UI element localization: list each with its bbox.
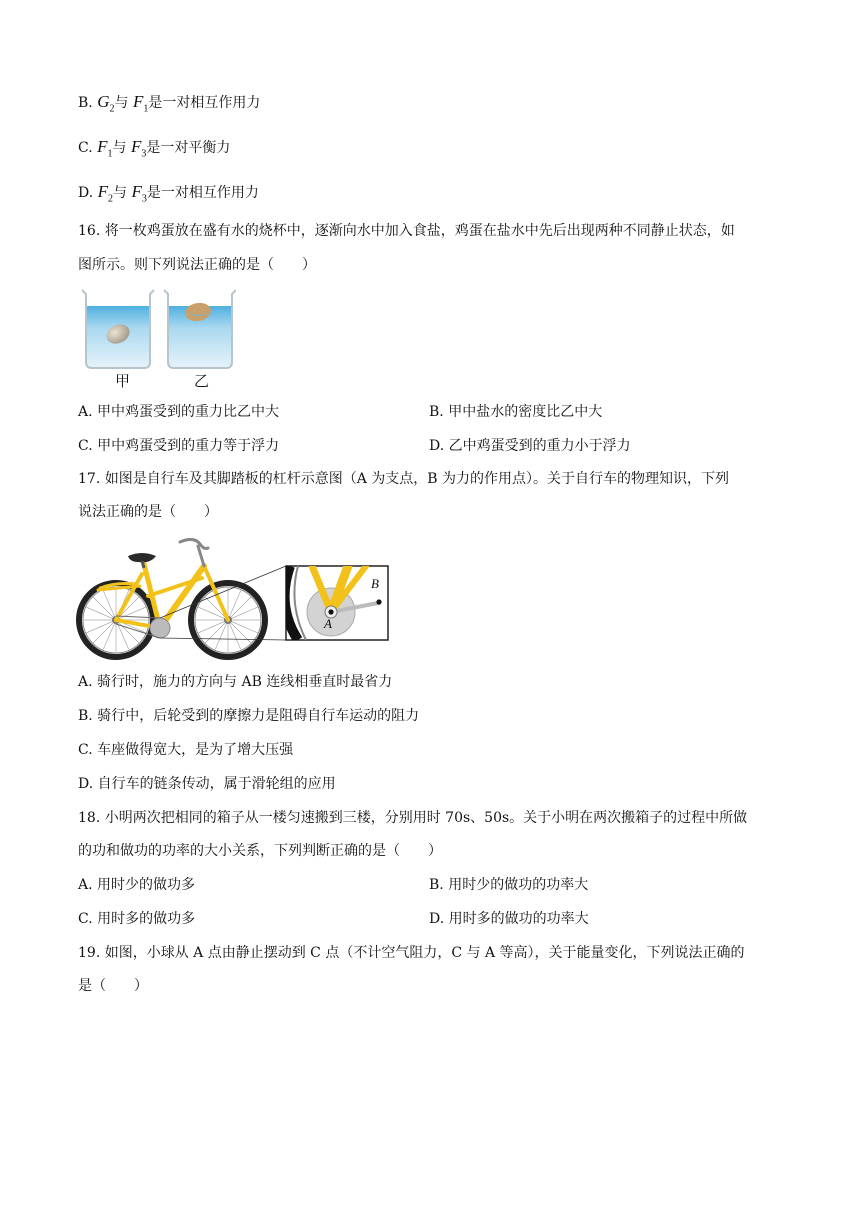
- beaker-yi: [164, 290, 236, 368]
- beaker-jia: [82, 290, 154, 368]
- q18-stem-line1: 18. 小明两次把相同的箱子从一楼匀速搬到三楼，分别用时 70s、50s。关于小明在两次搬箱子的过程中所做: [78, 810, 748, 826]
- math-symbol: $F_1$: [132, 92, 149, 115]
- q18-option-c: C. 用时多的做功多: [78, 911, 196, 927]
- q16-option-a: A. 甲中鸡蛋受到的重力比乙中大: [78, 404, 280, 420]
- q15-option-c: C. $F_1$与 $F_3$是一对平衡力: [78, 137, 231, 160]
- q19-stem-line2: 是（ ）: [78, 978, 148, 994]
- q16-option-b: B. 甲中盐水的密度比乙中大: [429, 404, 603, 420]
- q16-option-c: C. 甲中鸡蛋受到的重力等于浮力: [78, 438, 280, 454]
- q18-option-a: A. 用时少的做功多: [78, 877, 196, 893]
- math-symbol: $F_3$: [130, 137, 147, 160]
- q18-option-b: B. 用时少的做功的功率大: [429, 877, 589, 893]
- label-point-b: B: [371, 576, 379, 591]
- beaker-label-yi: 乙: [194, 372, 210, 390]
- q15-option-b: B. $G_2$与 $F_1$是一对相互作用力: [78, 92, 261, 115]
- bicycle-figure: [76, 536, 392, 660]
- math-symbol: $F_1$: [97, 137, 113, 160]
- q19-stem-line1: 19. 如图，小球从 A 点由静止摆动到 C 点（不计空气阻力，C 与 A 等高），关于能量变化，下列说法正确的: [78, 945, 745, 961]
- q16-stem-line1: 16. 将一枚鸡蛋放在盛有水的烧杯中，逐渐向水中加入食盐，鸡蛋在盐水中先后出现两种不同静止状态，如: [78, 223, 735, 239]
- handlebar: [180, 539, 208, 566]
- math-symbol: $F_2$: [97, 182, 114, 205]
- label-point-a: A: [324, 616, 332, 631]
- q17-stem-line1: 17. 如图是自行车及其脚踏板的杠杆示意图（A 为支点，B 为力的作用点）。关于自行车的物理知识，下列: [78, 471, 730, 487]
- beaker-label-jia: 甲: [115, 372, 131, 390]
- q17-option-b: B. 骑行中，后轮受到的摩擦力是阻碍自行车运动的阻力: [78, 708, 420, 724]
- q18-option-d: D. 用时多的做功的功率大: [429, 911, 589, 927]
- chainring: [150, 618, 170, 638]
- beakers-figure: [76, 286, 236, 372]
- q17-option-c: C. 车座做得宽大，是为了增大压强: [78, 742, 294, 758]
- q16-stem-line2: 图所示。则下列说法正确的是（ ）: [78, 257, 316, 273]
- q17-option-d: D. 自行车的链条传动，属于滑轮组的应用: [78, 776, 336, 792]
- math-symbol: $G_2$: [97, 92, 115, 115]
- q17-stem-line2: 说法正确的是（ ）: [78, 504, 218, 520]
- math-symbol: $F_3$: [131, 182, 147, 205]
- q15-option-d: D. $F_2$与 $F_3$是一对相互作用力: [78, 182, 259, 205]
- q16-option-d: D. 乙中鸡蛋受到的重力小于浮力: [429, 438, 631, 454]
- q17-option-a: A. 骑行时，施力的方向与 AB 连线相垂直时最省力: [78, 674, 393, 690]
- q18-stem-line2: 的功和做功的功率的大小关系，下列判断正确的是（ ）: [78, 843, 442, 859]
- bike-seat: [128, 553, 156, 562]
